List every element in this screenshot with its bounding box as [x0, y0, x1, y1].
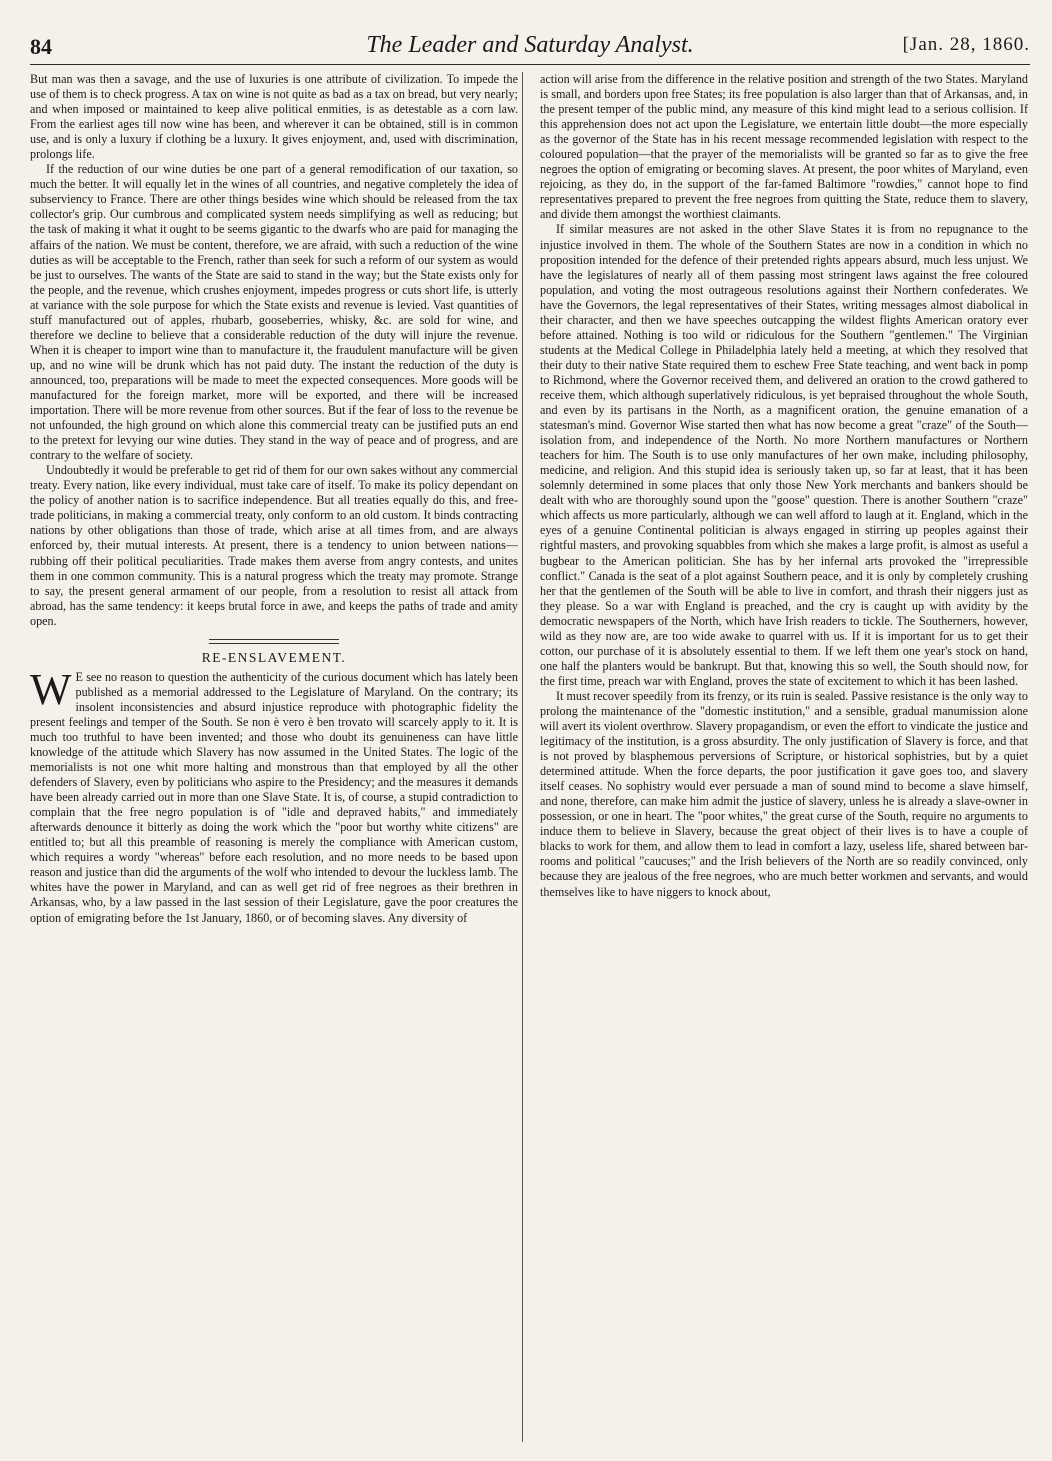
publication-title: The Leader and Saturday Analyst.: [366, 32, 694, 58]
page-number: 84: [30, 34, 52, 59]
paragraph: If the reduction of our wine duties be one part of a general remodification of our taxation, so much the better. It will equally let in the wines of all countries, and negative completely the idea of subserviency to France. There are other things besides wine which should be released from the tax collector's grip. Our cumbrous and complicated system needs simplifying as well as reducing; but the task of making it what it ought to be seems gigantic to the dwarfs who are paid for managing the affairs of the nation. We must be content, therefore, we are afraid, with such a reduction of the wine duties as will be acceptable to the French, rather than seek for such a reform of our system as would be just to ourselves. The wants of the State are said to stand in the way; but the State exists only for the people, and the revenue, which crushes enjoyment, impedes progress or cuts short life, is utterly at variance with the sole purpose for which the State exists and revenue is levied. Vast quantities of stuff manufactured out of apples, rhubarb, gooseberries, whisky, &c. are sold for wine, and therefore we decline to believe that a considerable reduction of the duty will injure the revenue. When it is cheaper to import wine than to manufacture it, the fraudulent manufacture will be given up, and no wine will be drunk which has not paid duty. The instant the reduction of the duty is announced, too, preparations will be made to meet the expected consequences. More goods will be manufactured for the foreign market, more will be exported, and there will be increased importation. There will be more revenue from other sources. But if the fear of loss to the revenue be not unfounded, the high ground on which alone this commercial treaty can be justified puts an end to the pretext for levying our wine duties. They stand in the way of peace and of progress, and are contrary to the welfare of society.: [30, 162, 518, 463]
paragraph-text: E see no reason to question the authenticity of the curious document which has lately been published as a memorial addressed to the Legislature of Maryland. On the contrary; its insolent inconsistencies and absurd injustice reproduce with photographic fidelity the present feelings and temper of the South. Se non è vero è ben trovato will scarcely apply to it. It is much too truthful to have been invented; and those who doubt its genuineness can have little knowledge of the attitude which Slavery has now assumed in the United States. The logic of the memorialists is not one whit more halting and monstrous than that employed by all the other defenders of Slavery, even by politicians who aspire to the Presidency; and the measures it demands have been already carried out in more than one Slave State. It is, of course, a stupid contradiction to complain that the free negro population is of "idle and depraved habits," and immediately afterwards denounce it bitterly as doing the work which the "poor but worthy white citizens" are entitled to; but all this preamble of reasoning is merely the compliance with American custom, which requires a wordy "whereas" before each resolution, and no more needs to be based upon reason and justice than did the arguments of the wolf who intended to devour the luckless lamb. The whites have the power in Maryland, and can as well get rid of free negroes as their brethren in Arkansas, who, by a law passed in the last session of their Legislature, gave the poor creatures the option of emigrating before the 1st January, 1860, or of becoming slaves. Any diversity of: [30, 669, 518, 925]
paragraph: But man was then a savage, and the use of luxuries is one attribute of civilization. To impede the use of them is to check progress. A tax on wine is not quite as bad as a tax on bread, but very nearly; and when imposed or maintained to keep alive political enmities, is as detestable as a corn law. From the earliest ages till now wine has been, and wherever it can be obtained, still is in common use, and is only a luxury if clothing be a luxury. It gives enjoyment, and, used with discrimination, prolongs life.: [30, 72, 518, 162]
paragraph: action will arise from the difference in the relative position and strength of the two States. Maryland is small, and borders upon free States; its free population is also larger than that of Arkansas, and, in the present temper of the public mind, any measure of this kind might lead to a serious collision. If this apprehension does not act upon the Legislature, we entertain little doubt—the more especially as the governor of the State has in his recent message recommended legislation with respect to the coloured population—that the prayer of the memorialists will be granted so far as to give the free negroes the option of emigrating or becoming slaves. At present, the poor whites of Maryland, even rejoicing, as they do, in the support of the far-famed Baltimore "rowdies," cannot hope to find representatives prepared to prevent the free negroes from quitting the State, reduce them to slavery, and divide them amongst the worthiest claimants.: [540, 72, 1028, 222]
paragraph: [30, 664, 518, 926]
paragraph: If similar measures are not asked in the other Slave States it is from no repugnance to the injustice involved in them. The whole of the Southern States are now in a condition in which no proposition intended for the defence of their pretended rights appears absurd, much less unjust. We have the legislatures of nearly all of them passing most stringent laws against the free coloured population, and voting the most outrageous resolutions against their Northern confederates. We have the Governors, the legal representatives of their States, writing messages almost diabolical in their character, and then we have speeches outcapping the wildest flights American oratory ever before attained. Nothing is too wild or ridiculous for the Southern "gentlemen." The Virginian students at the Medical College in Philadelphia lately held a meeting, at which they resolved that their duty to their native State required them to eschew Free State teaching, and went back in pomp to Richmond, where the Governor received them, and delivered an oration to the crowd gathered to receive them, which although superlatively ridiculous, is yet bepraised throughout the whole South, and even by its partisans in the North, as a magnificent oration, the genuine emanation of a statesman's mind. Governor Wise started then what has now become a great "craze" of the South—isolation from, and independence of the North. No more Northern manufactures or Northern teachers for him. The South is to use only manufactures of her own make, including philosophy, medicine, and religion. And this stupid idea is seriously taken up, so far at least, that it has been solemnly determined in some places that only those New York merchants and bankers should be dealt with who are thoroughly sound upon the "goose" question. There is another Southern "craze" which affects us more particularly, although we can well afford to laugh at it. England, which in the eyes of a genuine Continental politician is always engaged in stirring up peoples against their rightful masters, and provoking squabbles from which she makes a large profit, is almost as useful a bugbear to the American politician. She has by her infernal arts provoked the "irrepressible conflict." Canada is the seat of a plot against Southern peace, and it is only by completely crushing her that the gentlemen of the South will be able to live in comfort, and thrash their niggers just as they please. So a war with England is preached, and the cry is caught up with avidity by the democratic newspapers of the North, which have Irish readers to tickle. The Southerners, however, wild as they now are, are too wide awake to quarrel with us. If it is important for us to get their cotton, our purchase of it is absolutely essential to them. If we left them one year's stock on hand, one half the planters would be bankrupt. But that, knowing this so well, the South should now, for the first time, preach war with England, proves the state of excitement to which it has been lashed.: [540, 222, 1028, 688]
left-column: [30, 72, 518, 1442]
paragraph: It must recover speedily from its frenzy, or its ruin is sealed. Passive resistance is the only way to prolong the maintenance of the "domestic institution," and a sensible, gradual manumission alone will avert its violent overthrow. Slavery propagandism, or even the effort to vindicate the justice and legitimacy of the institution, is a gross absurdity. The only justification of Slavery is force, and that is not proved by blasphemous perversions of Scripture, or historical sophistries, but by a quiet determined attitude. When the force departs, the poor justification it gave goes too, and slavery itself ceases. No sophistry would ever persuade a man of sound mind to become a slave himself, and none, therefore, can make him admit the justice of slavery, unless he is already a slave-owner in possession, or one in heart. The "poor whites," the great curse of the South, require no arguments to induce them to believe in Slavery, because the great object of their lives is to have a couple of blacks to work for them, and allow them to lead in comfort a lazy, useless life, shared between bar-rooms and political "caucuses;" and the Irish believers of the North are so readily convinced, only because they are jealous of the free negroes, who are much better workmen and servants, and would themselves like to have niggers to knock about,: [540, 688, 1028, 899]
column-rule: [522, 72, 523, 1442]
page-header: [30, 30, 1030, 65]
paragraph: Undoubtedly it would be preferable to get rid of them for our own sakes without any commercial treaty. Every nation, like every individual, must take care of itself. To make its policy dependant on the policy of another nation is to sacrifice independence. But all treaties equally do this, and free-trade politicians, in making a commercial treaty, only conform to an old custom. It binds contracting nations by other obligations than those of trade, which arise at all times from, and are always enforced by, their mutual interests. At present, there is a tendency to union between nations—rubbing off their political peculiarities. Trade makes them averse from angry contests, and unites them in one common community. This is a natural progress which the treaty may promote. Strange to say, the present general armament of our people, from a resolution to resist all attack from abroad, has the same tendency: it keeps brutal force in awe, and keeps the paths of trade and amity open.: [30, 463, 518, 628]
issue-date: [Jan. 28, 1860.: [902, 34, 1030, 55]
right-column: [540, 72, 1028, 1442]
section-divider: [209, 639, 339, 644]
drop-cap: W: [30, 664, 72, 714]
section-title: RE-ENSLAVEMENT.: [201, 649, 347, 665]
